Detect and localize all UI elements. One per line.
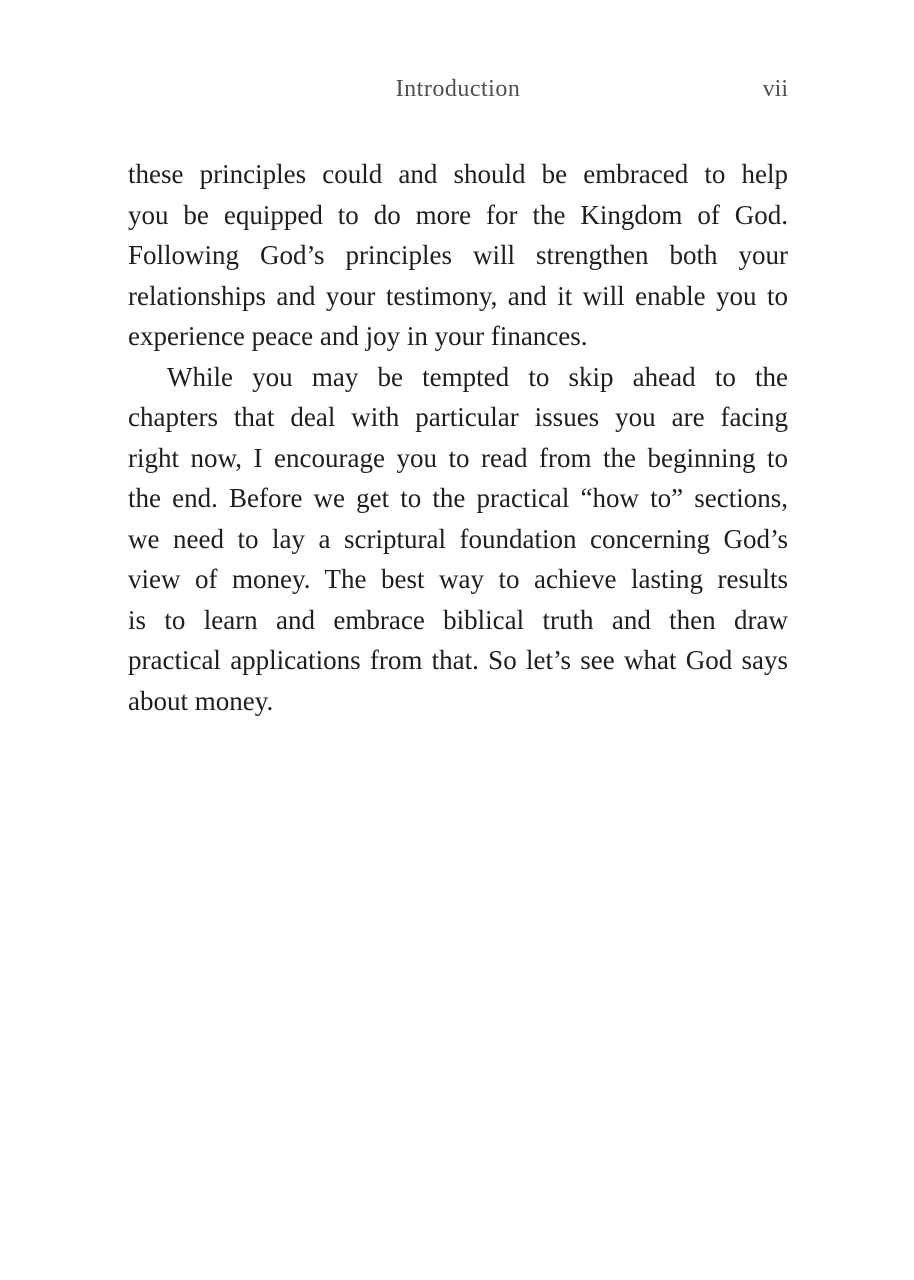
text-line: these principles could and should be embraced to help — [128, 159, 788, 189]
text-line: the end. Before we get to the practical “how to” sections, — [128, 483, 788, 513]
text-line: about money. — [128, 685, 274, 716]
text-line: chapters that deal with particular issues you are facing — [128, 402, 788, 432]
paragraph — [128, 154, 788, 357]
text-line: practical applications from that. So let’s see what God says — [128, 645, 788, 675]
body-text — [128, 154, 788, 721]
text-line: relationships and your testimony, and it will enable you to — [128, 280, 788, 311]
text-line: is to learn and embrace biblical truth and then draw — [128, 604, 788, 635]
text-line: we need to lay a scriptural foundation concerning God’s — [128, 523, 788, 554]
text-line: Following God’s principles will strengthen both your — [128, 240, 788, 270]
page-number: vii — [762, 76, 788, 102]
running-header — [128, 72, 788, 106]
text-line: you be equipped to do more for the Kingdom of God. — [128, 199, 788, 230]
paragraph — [128, 357, 788, 722]
text-line: experience peace and joy in your finances. — [128, 321, 588, 351]
text-line: While you may be tempted to skip ahead to the — [167, 361, 788, 392]
running-title: Introduction — [395, 76, 521, 102]
text-line: right now, I encourage you to read from the beginning to — [128, 442, 788, 473]
text-line: view of money. The best way to achieve lasting results — [128, 564, 788, 594]
